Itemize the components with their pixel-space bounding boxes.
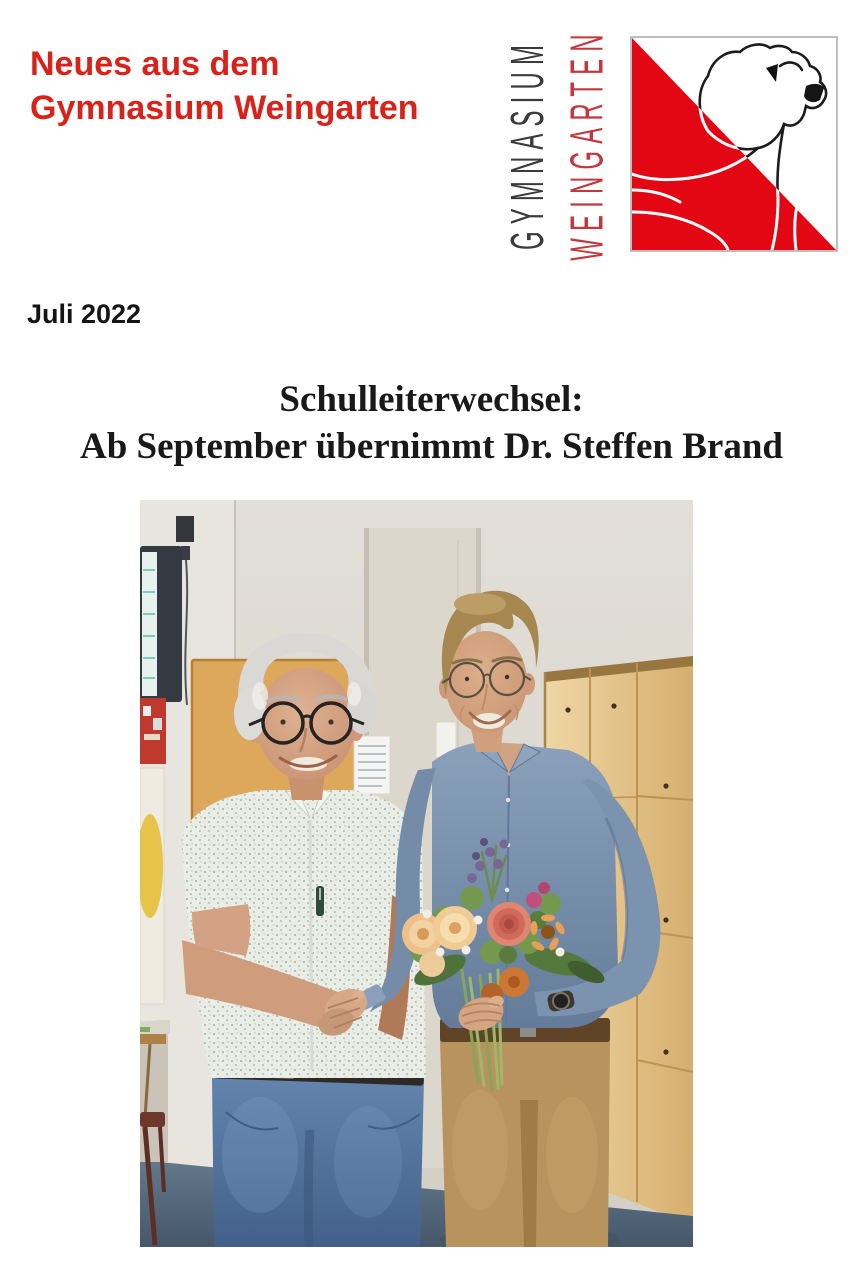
masthead-line1: Neues aus dem xyxy=(30,45,280,83)
masthead-line2: Gymnasium Weingarten xyxy=(30,89,419,127)
logo-vertical-text-weingarten: WEINGARTEN xyxy=(560,27,613,261)
wall-posters xyxy=(140,698,166,1004)
lion-crest-icon xyxy=(630,36,838,252)
headline-line2: Ab September übernimmt Dr. Steffen Brand xyxy=(80,426,783,467)
logo-vertical-text-gymnasium: GYMNASIUM xyxy=(501,37,554,251)
masthead xyxy=(30,42,419,130)
article-photo xyxy=(140,500,693,1247)
issue-date: Juli 2022 xyxy=(27,299,142,329)
headline xyxy=(0,376,863,470)
headline-line1: Schulleiterwechsel: xyxy=(279,379,584,420)
